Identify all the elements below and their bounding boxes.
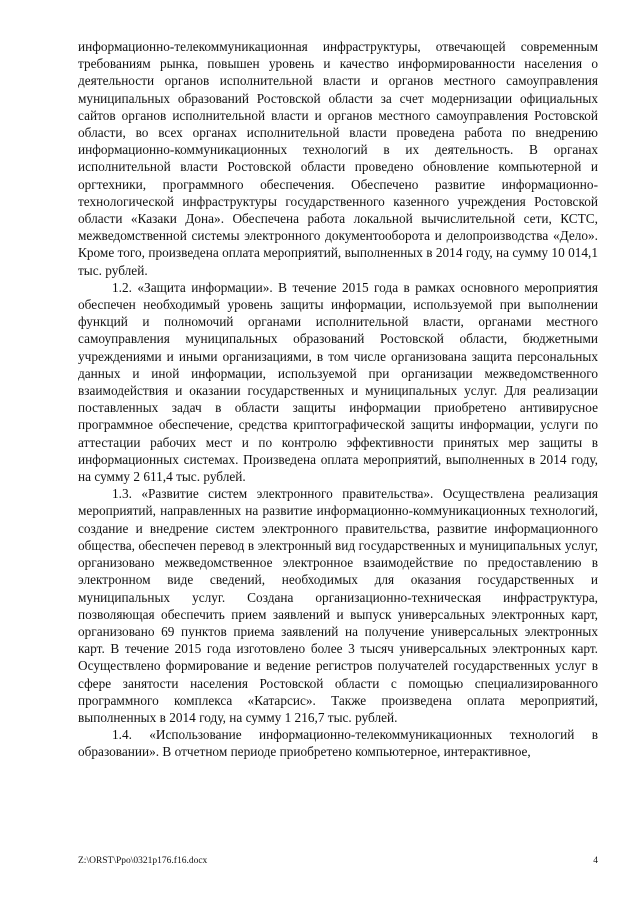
paragraph-e-government: 1.3. «Развитие систем электронного правительства». Осуществлена реализация мероприятий, направленных на развитие информационно-коммуникационных технологий, создание и внедрение систем электронного правительства, развитие информационного общества, обеспечен перевод в электронный вид государственных и муниципальных услуг, организовано межведомственное электронное взаимодействие по предоставлению в электронном виде сведений, необходимых для оказания государственных и муниципальных услуг. Создана организационно-техническая инфраструктура, позволяющая обеспечить прием заявлений и выпуск универсальных электронных карт, организовано 69 пунктов приема заявлений на получение универсальных электронных карт. В течение 2015 года изготовлено более 3 тысяч универсальных электронных карт. Осуществлено формирование и ведение регистров получателей государственных услуг в сфере занятости населения Ростовской области с помощью специализированного программного комплекса «Катарсис». Также произведена оплата мероприятий, выполненных в 2014 году, на сумму 1 216,7 тыс. рублей. bbox=[78, 486, 598, 725]
paragraph-ict-in-education: 1.4. «Использование информационно-телекоммуникационных технологий в образовании». В отчетном периоде приобретено компьютерное, интерактивное, bbox=[78, 727, 598, 760]
footer-file-path: Z:\ORST\Ppo\0321p176.f16.docx bbox=[78, 856, 208, 866]
paragraph-information-protection: 1.2. «Защита информации». В течение 2015 года в рамках основного мероприятия обеспечен необходимый уровень защиты информации, используемой при выполнении функций и полномочий органами исполнительной власти, органами местного самоуправления муниципальных образований Ростовской области, бюджетными учреждениями и иными организациями, в том числе организована защита персональных данных и иной информации, используемой при организации межведомственного взаимодействия и оказании государственных и муниципальных услуг. Для реализации поставленных задач в области защиты информации приобретено антивирусное программное обеспечение, средства криптографической защиты информации, услуги по аттестации рабочих мест и по контролю эффективности принятых мер защиты в информационных системах. Произведена оплата мероприятий, выполненных в 2014 году, на сумму 2 611,4 тыс. рублей. bbox=[78, 279, 598, 485]
page-footer bbox=[78, 856, 598, 866]
paragraph-infrastructure-continuation: информационно-телекоммуникационная инфраструктуры, отвечающей современным требованиям рынка, повышен уровень и качество информированности населения о деятельности органов исполнительной власти и органов местного самоуправления муниципальных образований Ростовской области за счет модернизации официальных сайтов органов исполнительной власти и органов местного самоуправления Ростовской области, во всех органах исполнительной власти проведена работа по внедрению информационно-коммуникационных технологий в их деятельность. В органах исполнительной власти Ростовской области проведено обновление компьютерной и оргтехники, программного обеспечения. Обеспечено развитие информационно-технологической инфраструктуры государственного казенного учреждения Ростовской области «Казаки Дона». Обеспечена работа локальной вычислительной сети, КСТС, межведомственной системы электронного документооборота и делопроизводства «Дело». Кроме того, произведена оплата мероприятий, выполненных в 2014 году, на сумму 10 014,1 тыс. рублей. bbox=[78, 39, 598, 278]
document-body bbox=[78, 38, 598, 761]
page-number: 4 bbox=[593, 856, 598, 866]
